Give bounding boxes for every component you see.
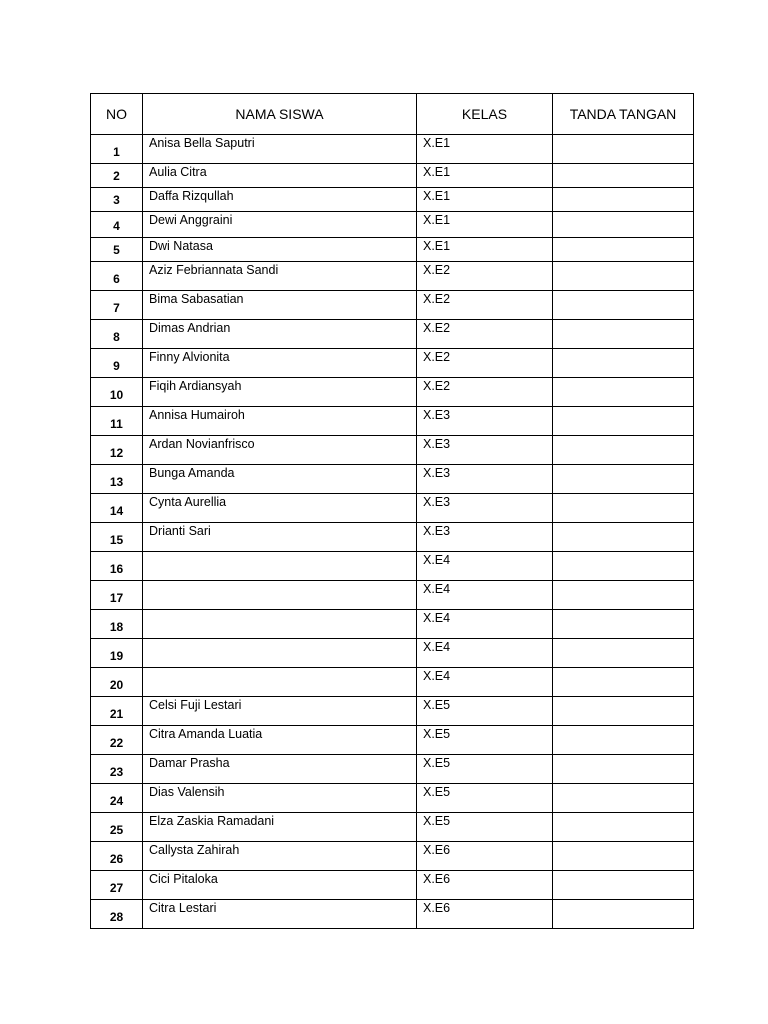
row-number: 7 — [91, 291, 143, 320]
signature-cell[interactable] — [553, 610, 694, 639]
class-cell: X.E4 — [417, 581, 553, 610]
student-name-cell: Bima Sabasatian — [143, 291, 417, 320]
class-cell: X.E5 — [417, 784, 553, 813]
student-name-cell — [143, 639, 417, 668]
row-number: 3 — [91, 188, 143, 212]
signature-cell[interactable] — [553, 581, 694, 610]
table-row — [91, 639, 694, 668]
table-row — [91, 668, 694, 697]
row-number: 14 — [91, 494, 143, 523]
table-row — [91, 407, 694, 436]
class-cell: X.E3 — [417, 523, 553, 552]
class-cell: X.E2 — [417, 378, 553, 407]
row-number: 22 — [91, 726, 143, 755]
table-row — [91, 842, 694, 871]
student-name-cell: Annisa Humairoh — [143, 407, 417, 436]
student-name-cell: Aziz Febriannata Sandi — [143, 262, 417, 291]
row-number: 5 — [91, 238, 143, 262]
header-no: NO — [91, 94, 143, 135]
student-name-cell: Daffa Rizqullah — [143, 188, 417, 212]
table-row — [91, 871, 694, 900]
row-number: 4 — [91, 212, 143, 238]
table-row — [91, 465, 694, 494]
student-name-cell: Finny Alvionita — [143, 349, 417, 378]
student-name-cell: Citra Lestari — [143, 900, 417, 929]
student-name-cell: Damar Prasha — [143, 755, 417, 784]
class-cell: X.E4 — [417, 610, 553, 639]
table-row — [91, 212, 694, 238]
row-number: 23 — [91, 755, 143, 784]
table-row — [91, 697, 694, 726]
table-row — [91, 349, 694, 378]
signature-cell[interactable] — [553, 465, 694, 494]
table-row — [91, 755, 694, 784]
table-header-row — [91, 94, 694, 135]
student-name-cell: Citra Amanda Luatia — [143, 726, 417, 755]
student-name-cell: Aulia Citra — [143, 164, 417, 188]
signature-cell[interactable] — [553, 639, 694, 668]
table-row — [91, 552, 694, 581]
table-row — [91, 610, 694, 639]
student-name-cell: Callysta Zahirah — [143, 842, 417, 871]
signature-cell[interactable] — [553, 842, 694, 871]
row-number: 1 — [91, 135, 143, 164]
student-name-cell: Dewi Anggraini — [143, 212, 417, 238]
signature-cell[interactable] — [553, 494, 694, 523]
class-cell: X.E5 — [417, 813, 553, 842]
signature-cell[interactable] — [553, 164, 694, 188]
table-row — [91, 784, 694, 813]
student-name-cell: Dwi Natasa — [143, 238, 417, 262]
row-number: 17 — [91, 581, 143, 610]
row-number: 20 — [91, 668, 143, 697]
table-row — [91, 494, 694, 523]
row-number: 6 — [91, 262, 143, 291]
table-row — [91, 581, 694, 610]
class-cell: X.E4 — [417, 639, 553, 668]
row-number: 18 — [91, 610, 143, 639]
table-row — [91, 436, 694, 465]
signature-cell[interactable] — [553, 188, 694, 212]
row-number: 19 — [91, 639, 143, 668]
row-number: 2 — [91, 164, 143, 188]
row-number: 16 — [91, 552, 143, 581]
header-nama-siswa: NAMA SISWA — [143, 94, 417, 135]
signature-cell[interactable] — [553, 349, 694, 378]
attendance-table — [90, 93, 694, 929]
signature-cell[interactable] — [553, 436, 694, 465]
signature-cell[interactable] — [553, 262, 694, 291]
student-name-cell: Dias Valensih — [143, 784, 417, 813]
signature-cell[interactable] — [553, 552, 694, 581]
row-number: 8 — [91, 320, 143, 349]
signature-cell[interactable] — [553, 135, 694, 164]
student-name-cell — [143, 552, 417, 581]
signature-cell[interactable] — [553, 320, 694, 349]
row-number: 27 — [91, 871, 143, 900]
signature-cell[interactable] — [553, 871, 694, 900]
student-name-cell: Ardan Novianfrisco — [143, 436, 417, 465]
signature-cell[interactable] — [553, 238, 694, 262]
signature-cell[interactable] — [553, 726, 694, 755]
header-kelas: KELAS — [417, 94, 553, 135]
class-cell: X.E6 — [417, 900, 553, 929]
row-number: 28 — [91, 900, 143, 929]
class-cell: X.E2 — [417, 262, 553, 291]
class-cell: X.E1 — [417, 212, 553, 238]
signature-cell[interactable] — [553, 523, 694, 552]
student-name-cell — [143, 610, 417, 639]
signature-cell[interactable] — [553, 212, 694, 238]
student-name-cell: Cynta Aurellia — [143, 494, 417, 523]
row-number: 21 — [91, 697, 143, 726]
class-cell: X.E4 — [417, 668, 553, 697]
class-cell: X.E4 — [417, 552, 553, 581]
table-row — [91, 320, 694, 349]
class-cell: X.E5 — [417, 697, 553, 726]
class-cell: X.E5 — [417, 726, 553, 755]
row-number: 26 — [91, 842, 143, 871]
signature-cell[interactable] — [553, 378, 694, 407]
class-cell: X.E1 — [417, 238, 553, 262]
row-number: 24 — [91, 784, 143, 813]
class-cell: X.E1 — [417, 135, 553, 164]
table-row — [91, 238, 694, 262]
table-row — [91, 378, 694, 407]
row-number: 9 — [91, 349, 143, 378]
class-cell: X.E2 — [417, 291, 553, 320]
student-name-cell — [143, 668, 417, 697]
table-row — [91, 188, 694, 212]
class-cell: X.E5 — [417, 755, 553, 784]
class-cell: X.E6 — [417, 871, 553, 900]
student-name-cell — [143, 581, 417, 610]
class-cell: X.E3 — [417, 465, 553, 494]
class-cell: X.E2 — [417, 320, 553, 349]
class-cell: X.E3 — [417, 407, 553, 436]
student-name-cell: Bunga Amanda — [143, 465, 417, 494]
class-cell: X.E3 — [417, 494, 553, 523]
student-name-cell: Cici Pitaloka — [143, 871, 417, 900]
signature-cell[interactable] — [553, 697, 694, 726]
row-number: 11 — [91, 407, 143, 436]
table-row — [91, 523, 694, 552]
header-tanda-tangan: TANDA TANGAN — [553, 94, 694, 135]
signature-cell[interactable] — [553, 407, 694, 436]
signature-cell[interactable] — [553, 900, 694, 929]
row-number: 25 — [91, 813, 143, 842]
signature-cell[interactable] — [553, 668, 694, 697]
signature-cell[interactable] — [553, 755, 694, 784]
class-cell: X.E6 — [417, 842, 553, 871]
row-number: 15 — [91, 523, 143, 552]
student-name-cell: Dimas Andrian — [143, 320, 417, 349]
signature-cell[interactable] — [553, 291, 694, 320]
table-row — [91, 135, 694, 164]
student-name-cell: Drianti Sari — [143, 523, 417, 552]
table-row — [91, 291, 694, 320]
row-number: 13 — [91, 465, 143, 494]
table-row — [91, 813, 694, 842]
table-row — [91, 262, 694, 291]
row-number: 10 — [91, 378, 143, 407]
student-name-cell: Celsi Fuji Lestari — [143, 697, 417, 726]
student-name-cell: Elza Zaskia Ramadani — [143, 813, 417, 842]
signature-cell[interactable] — [553, 784, 694, 813]
student-name-cell: Fiqih Ardiansyah — [143, 378, 417, 407]
table-row — [91, 164, 694, 188]
class-cell: X.E1 — [417, 164, 553, 188]
class-cell: X.E2 — [417, 349, 553, 378]
table-row — [91, 726, 694, 755]
table-row — [91, 900, 694, 929]
student-name-cell: Anisa Bella Saputri — [143, 135, 417, 164]
signature-cell[interactable] — [553, 813, 694, 842]
class-cell: X.E3 — [417, 436, 553, 465]
row-number: 12 — [91, 436, 143, 465]
class-cell: X.E1 — [417, 188, 553, 212]
